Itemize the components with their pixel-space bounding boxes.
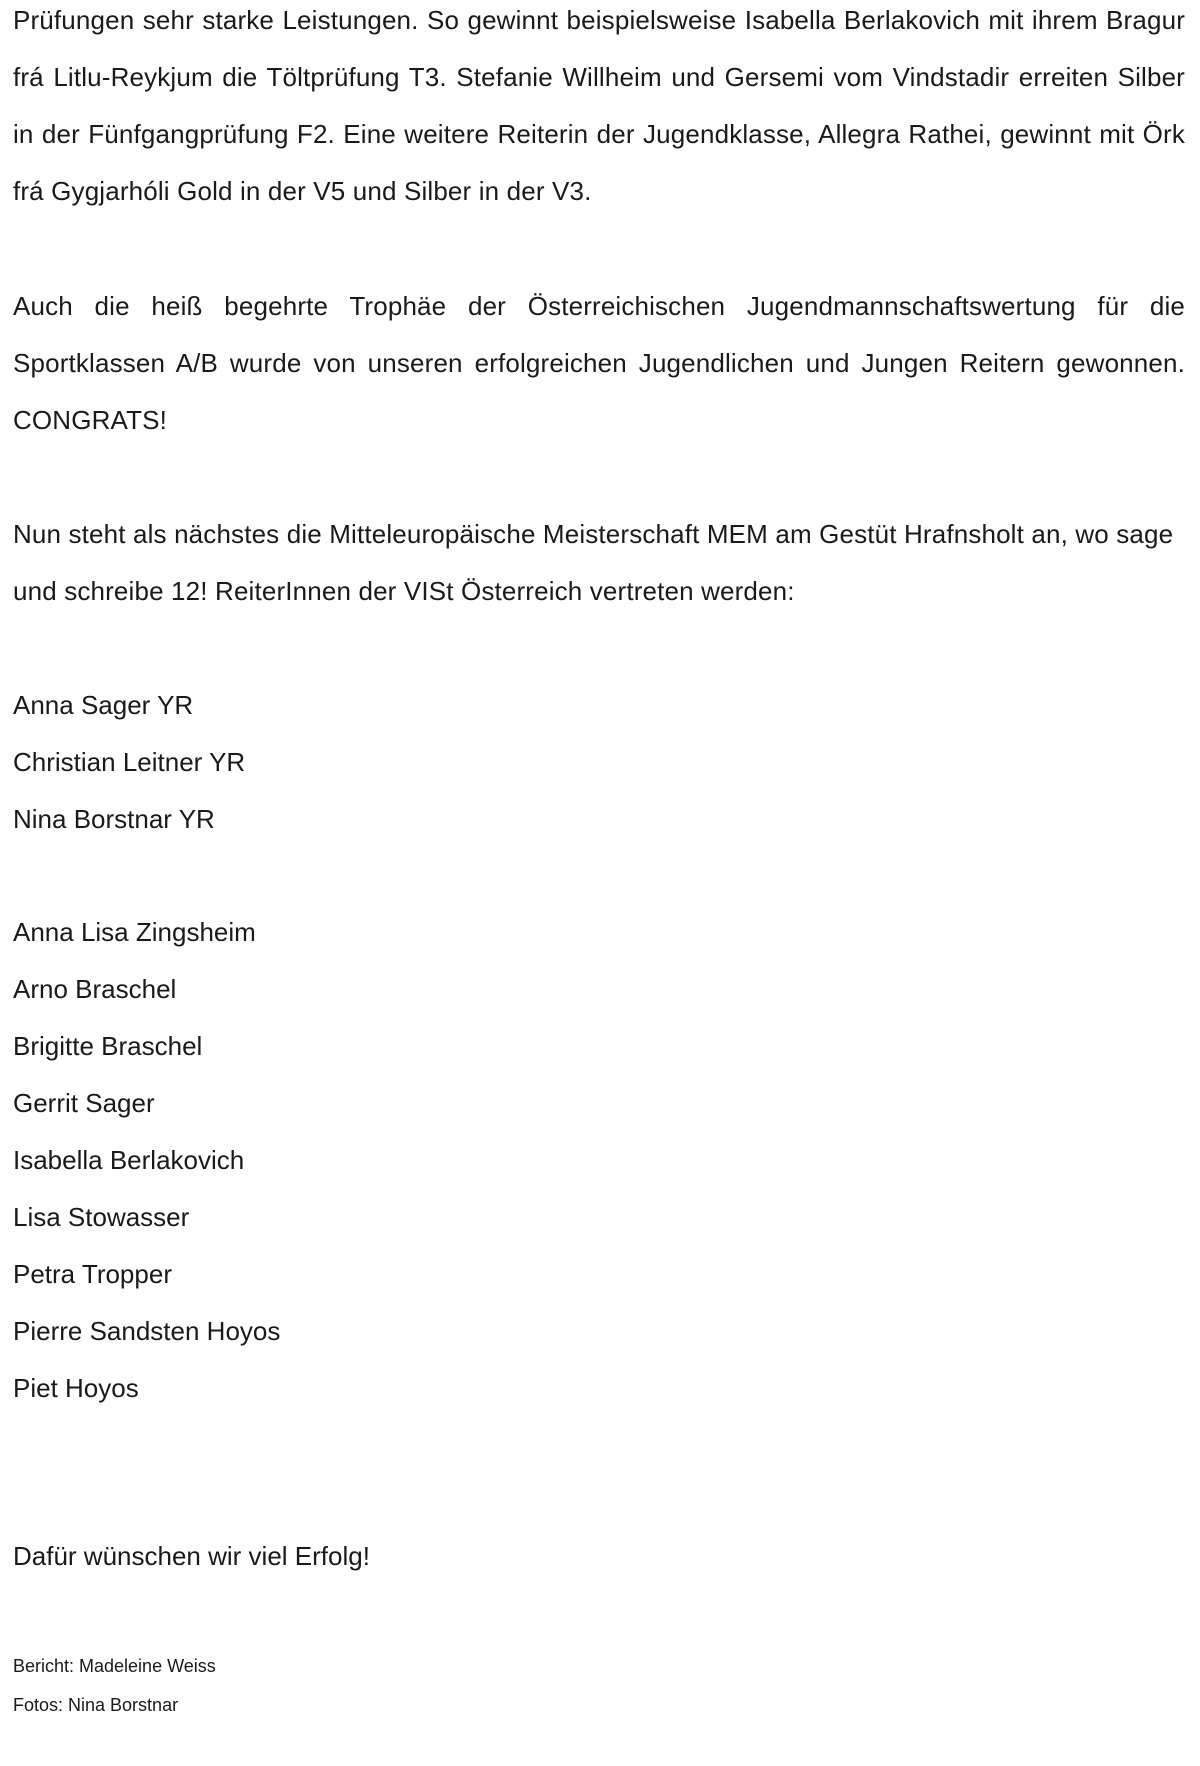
list-item: Anna Lisa Zingsheim [13,917,256,947]
photo-credit: Fotos: Nina Borstnar [13,1695,179,1715]
list-item: Nina Borstnar YR [13,804,215,834]
list-item: Arno Braschel [13,974,177,1004]
list-item: Brigitte Braschel [13,1031,203,1061]
list-item: Piet Hoyos [13,1373,139,1403]
paragraph-results: Prüfungen sehr starke Leistungen. So gewinnt beispielsweise Isabella Berlakovich mit ihrem Bragur frá Litlu-Reykjum die Töltprüfung T3. Stefanie Willheim und Gersemi vom Vindstadir erreiten Silber in der Fünfgangprüfung F2. Eine weitere Reiterin der Jugendklasse, Allegra Rathei, gewinnt mit Örk frá Gygjarhóli Gold in der V5 und Silber in der V3. [13,5,1185,206]
paragraph-mem-announcement: Nun steht als nächstes die Mitteleuropäische Meisterschaft MEM am Gestüt Hrafnsholt an, wo sage und schreibe 12! ReiterInnen der VISt Österreich vertreten werden: [13,519,1174,606]
closing-line: Dafür wünschen wir viel Erfolg! [13,1541,370,1571]
list-item: Petra Tropper [13,1259,172,1289]
list-item: Pierre Sandsten Hoyos [13,1316,281,1346]
paragraph-trophy: Auch die heiß begehrte Trophäe der Österreichischen Jugendmannschaftswertung für die Sportklassen A/B wurde von unseren erfolgreichen Jugendlichen und Jungen Reitern gewonnen. CONGRATS! [13,291,1185,435]
list-item: Christian Leitner YR [13,747,246,777]
list-item: Isabella Berlakovich [13,1145,245,1175]
list-item: Gerrit Sager [13,1088,155,1118]
riders-list [13,904,280,1417]
list-item: Lisa Stowasser [13,1202,190,1232]
report-credit: Bericht: Madeleine Weiss [13,1656,216,1676]
young-riders-list [13,677,245,848]
list-item: Anna Sager YR [13,690,194,720]
